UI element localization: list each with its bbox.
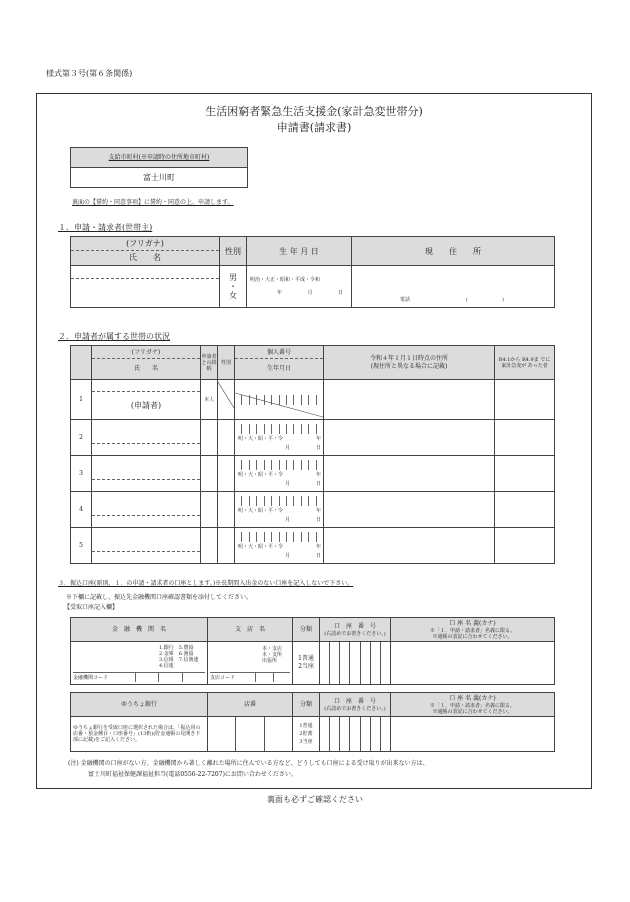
phone-paren-open: ( — [466, 297, 468, 303]
row-number: 1 — [71, 380, 92, 420]
jan1-address-header — [324, 346, 495, 380]
jan1-address-cell[interactable] — [324, 380, 495, 420]
name-header — [71, 237, 220, 266]
self-relation: 本人 — [201, 380, 218, 420]
sex-header: 性別 — [220, 237, 247, 266]
sudden-change-cell[interactable] — [495, 420, 555, 456]
jan1-address-cell[interactable] — [324, 456, 495, 492]
form-subtitle: 申請書(請求書) — [276, 121, 352, 134]
municipality-box — [70, 147, 248, 188]
applicant-name-field[interactable] — [71, 279, 219, 307]
row-number: 4 — [71, 492, 92, 528]
yucho-account-number-header: 口 座 番 号 (右詰めでお書きください。) — [320, 693, 391, 717]
personal-birth-cell[interactable] — [235, 492, 324, 528]
era-options: 明・大・昭・平・令 — [238, 508, 284, 514]
diagonal-slash — [218, 380, 234, 420]
relation-header: 申請者との続柄 — [201, 346, 218, 380]
table-row — [71, 456, 555, 492]
yucho-type-cell[interactable] — [293, 717, 320, 752]
sex-cell[interactable] — [218, 492, 235, 528]
bank-holder-cell[interactable] — [391, 642, 555, 685]
account-holder-header: 口 座 名 義(カナ) ※「１．申請・請求者」名義に限る。 ※通帳の表記に合わせてください。 — [391, 618, 555, 642]
day-label: 日 — [337, 290, 343, 296]
self-personal-birth-cell[interactable] — [235, 380, 324, 420]
table-row — [71, 528, 555, 564]
account-type-header: 分類 — [293, 618, 320, 642]
month-label: 月 — [284, 517, 290, 523]
hh-name-label: 氏 名 — [133, 364, 158, 372]
era-options: 明・大・昭・平・令 — [238, 472, 284, 478]
jan1-address-sub: (現住所と異なる場合に記載) — [370, 362, 448, 370]
section1-heading: １．申請・請求者(世帯主) — [58, 223, 153, 232]
sudden-change-cell[interactable] — [495, 492, 555, 528]
bank-name-header: 金 融 機 関 名 — [71, 618, 208, 642]
yucho-note: ゆうちょ銀行を受取口座に選択された場合は、「振込用の店番・預金種目・口座番号」(13桁)(貯金通帳の見開き下部に記載)をご記入ください。 — [71, 717, 208, 752]
table-row — [71, 380, 555, 420]
yucho-account-number-cell[interactable] — [320, 717, 391, 752]
receive-account-label: 【受取口座記入欄】 — [64, 604, 119, 611]
hh-name-cell[interactable] — [92, 528, 201, 564]
year-label: 年 — [315, 544, 321, 550]
hh-birth-header: 生年月日 — [266, 364, 291, 372]
sex-separator: ・ — [229, 282, 237, 291]
day-label: 日 — [315, 517, 321, 523]
sudden-change-header: R4.1から R4.9ま でに家計急変が あった者 — [495, 346, 555, 380]
form-code: 様式第３号(第６条関係) — [46, 69, 133, 78]
phone-paren-close: ) — [501, 297, 504, 303]
era-options: 明・大・昭・平・令 — [238, 544, 284, 550]
household-table — [70, 345, 555, 564]
hh-name-cell[interactable] — [92, 456, 201, 492]
personal-birth-cell[interactable] — [235, 456, 324, 492]
table-row — [71, 492, 555, 528]
sudden-change-cell[interactable] — [495, 528, 555, 564]
account-number-digits[interactable] — [320, 717, 390, 751]
applicant-furigana-field[interactable] — [71, 266, 219, 279]
self-sex-cell[interactable] — [218, 380, 235, 420]
pledge-text: 裏面の【誓約・同意事項】に誓約・同意の上、申請します。 — [72, 199, 234, 206]
address-header: 現 住 所 — [352, 237, 555, 266]
year-label: 年 — [277, 290, 283, 296]
self-name-label: (申請者) — [130, 401, 162, 410]
bank-code-digits[interactable] — [112, 673, 205, 682]
diagonal-slash — [235, 391, 323, 419]
type-checking[interactable]: 2当座 — [298, 663, 314, 670]
hh-name-cell[interactable] — [92, 380, 201, 420]
bank-account-number-cell[interactable] — [320, 642, 391, 685]
row-number: 2 — [71, 420, 92, 456]
municipality-value[interactable]: 富士川町 — [71, 168, 248, 188]
row-number-header — [71, 346, 92, 380]
jan1-address-cell[interactable] — [324, 492, 495, 528]
branch-name-cell[interactable] — [208, 642, 293, 685]
applicant-address-cell[interactable] — [352, 266, 555, 308]
sex-cell[interactable] — [218, 456, 235, 492]
name-header-label: 氏 名 — [129, 252, 161, 262]
bank-kind-options[interactable]: 1.銀行 5.農協 2.金庫 6.漁協 3.信組 7.信漁連 4.信連 — [159, 645, 199, 669]
day-label: 日 — [315, 481, 321, 487]
furigana-header: (フリガナ) — [71, 238, 219, 251]
store-number-cell[interactable] — [208, 717, 293, 752]
relation-cell[interactable] — [201, 528, 218, 564]
type-ordinary[interactable]: 1普通 — [298, 655, 314, 662]
hh-furigana-header: (フリガナ) — [92, 347, 200, 359]
sex-cell[interactable] — [218, 420, 235, 456]
year-label: 年 — [315, 508, 321, 514]
month-label: 月 — [307, 290, 313, 296]
month-label: 月 — [284, 553, 290, 559]
hh-sex-header: 性別 — [218, 346, 235, 380]
bank-code-label: 金融機関コード — [73, 674, 109, 681]
type-savings[interactable]: 2貯蓄 — [299, 731, 313, 737]
yucho-header: ゆうちょ銀行 — [71, 693, 208, 717]
footnote-line2: 富士川町福祉保健課福祉担当(電話0556-22-7207)にお問い合わせください。 — [88, 771, 297, 778]
personal-number-digits[interactable] — [235, 460, 323, 470]
footnote-line1: (注) 金融機関の口座がない方、金融機関から著しく離れた場所に住んでいる方など、どうしても口座による受け取りが出来ない方は、 — [68, 760, 429, 767]
applicant-sex-cell[interactable] — [220, 266, 247, 308]
birth-header: 生 年 月 日 — [247, 237, 352, 266]
row-number: 3 — [71, 456, 92, 492]
yucho-holder-header: 口 座 名 義(カナ) ※「１．申請・請求者」名義に限る。 ※通帳の表記に合わせてください。 — [391, 693, 555, 717]
sex-cell[interactable] — [218, 528, 235, 564]
applicant-table — [70, 236, 555, 308]
day-label: 日 — [315, 553, 321, 559]
branch-name-header: 支 店 名 — [208, 618, 293, 642]
store-number-header: 店番 — [208, 693, 293, 717]
personal-number-digits[interactable] — [235, 496, 323, 506]
month-label: 月 — [284, 445, 290, 451]
table-row — [71, 420, 555, 456]
year-label: 年 — [315, 472, 321, 478]
sex-male[interactable]: 男 — [229, 273, 237, 282]
relation-cell[interactable] — [201, 420, 218, 456]
jan1-address-cell[interactable] — [324, 528, 495, 564]
relation-cell[interactable] — [201, 456, 218, 492]
branch-code-label: 支店コード — [210, 674, 236, 681]
jan1-address-cell[interactable] — [324, 420, 495, 456]
section3-note: ※下欄に記載し、振込先金融機関口座確認書類を添付してください。 — [66, 594, 253, 601]
bank-name-cell[interactable] — [71, 642, 208, 685]
personal-birth-cell[interactable] — [235, 528, 324, 564]
bank-account-type-cell[interactable] — [293, 642, 320, 685]
hh-name-cell[interactable] — [92, 420, 201, 456]
year-label: 年 — [315, 436, 321, 442]
personal-birth-header — [235, 346, 324, 380]
applicant-name-cell[interactable] — [71, 266, 220, 308]
sudden-change-cell[interactable] — [495, 380, 555, 420]
applicant-birth-cell[interactable] — [247, 266, 352, 308]
section3-heading: ３．振込口座(原則、１．の申請・請求者の口座とします。)※長期間入出金のない口座を記入しないで下さい。 — [58, 580, 354, 587]
store-number-digits[interactable] — [208, 717, 292, 751]
day-label: 日 — [315, 445, 321, 451]
era-options: 明・大・昭・平・令 — [238, 436, 284, 442]
personal-birth-cell[interactable] — [235, 420, 324, 456]
phone-label: 電話 — [400, 297, 411, 303]
form-title: 生活困窮者緊急生活支援金(家計急変世帯分) — [205, 105, 423, 118]
sudden-change-cell[interactable] — [495, 456, 555, 492]
type-ordinary[interactable]: 1普通 — [299, 723, 313, 729]
yucho-account-table — [70, 692, 555, 752]
municipality-label: 支給市町村(※申請時の住所地市町村) — [71, 148, 248, 168]
account-number-digits[interactable] — [320, 642, 390, 684]
sex-female[interactable]: 女 — [229, 291, 237, 300]
section2-heading: ２．申請者が属する世帯の状況 — [58, 332, 170, 341]
yucho-type-header: 分類 — [293, 693, 320, 717]
branch-kind-options[interactable]: 本・支店 本・支所 出張所 — [262, 646, 283, 664]
account-number-header: 口 座 番 号 (右詰めでお書きください。) — [320, 618, 391, 642]
hh-name-cell[interactable] — [92, 492, 201, 528]
bottom-note: 裏面も必ずご確認ください — [267, 795, 363, 804]
personal-number-digits[interactable] — [235, 424, 323, 434]
type-checking[interactable]: 3当座 — [299, 739, 313, 745]
bank-account-table — [70, 617, 555, 685]
branch-code-digits[interactable] — [239, 673, 290, 682]
personal-number-header: 個人番号 — [235, 347, 323, 359]
relation-cell[interactable] — [201, 492, 218, 528]
month-label: 月 — [284, 481, 290, 487]
hh-name-header — [92, 346, 201, 380]
row-number: 5 — [71, 528, 92, 564]
jan1-address-label: 令和４年１月１日時点の住所 — [369, 354, 448, 362]
personal-number-digits[interactable] — [235, 532, 323, 542]
era-options: 明治・大正・昭和・平成・令和 — [250, 277, 321, 283]
yucho-holder-cell[interactable] — [391, 717, 555, 752]
